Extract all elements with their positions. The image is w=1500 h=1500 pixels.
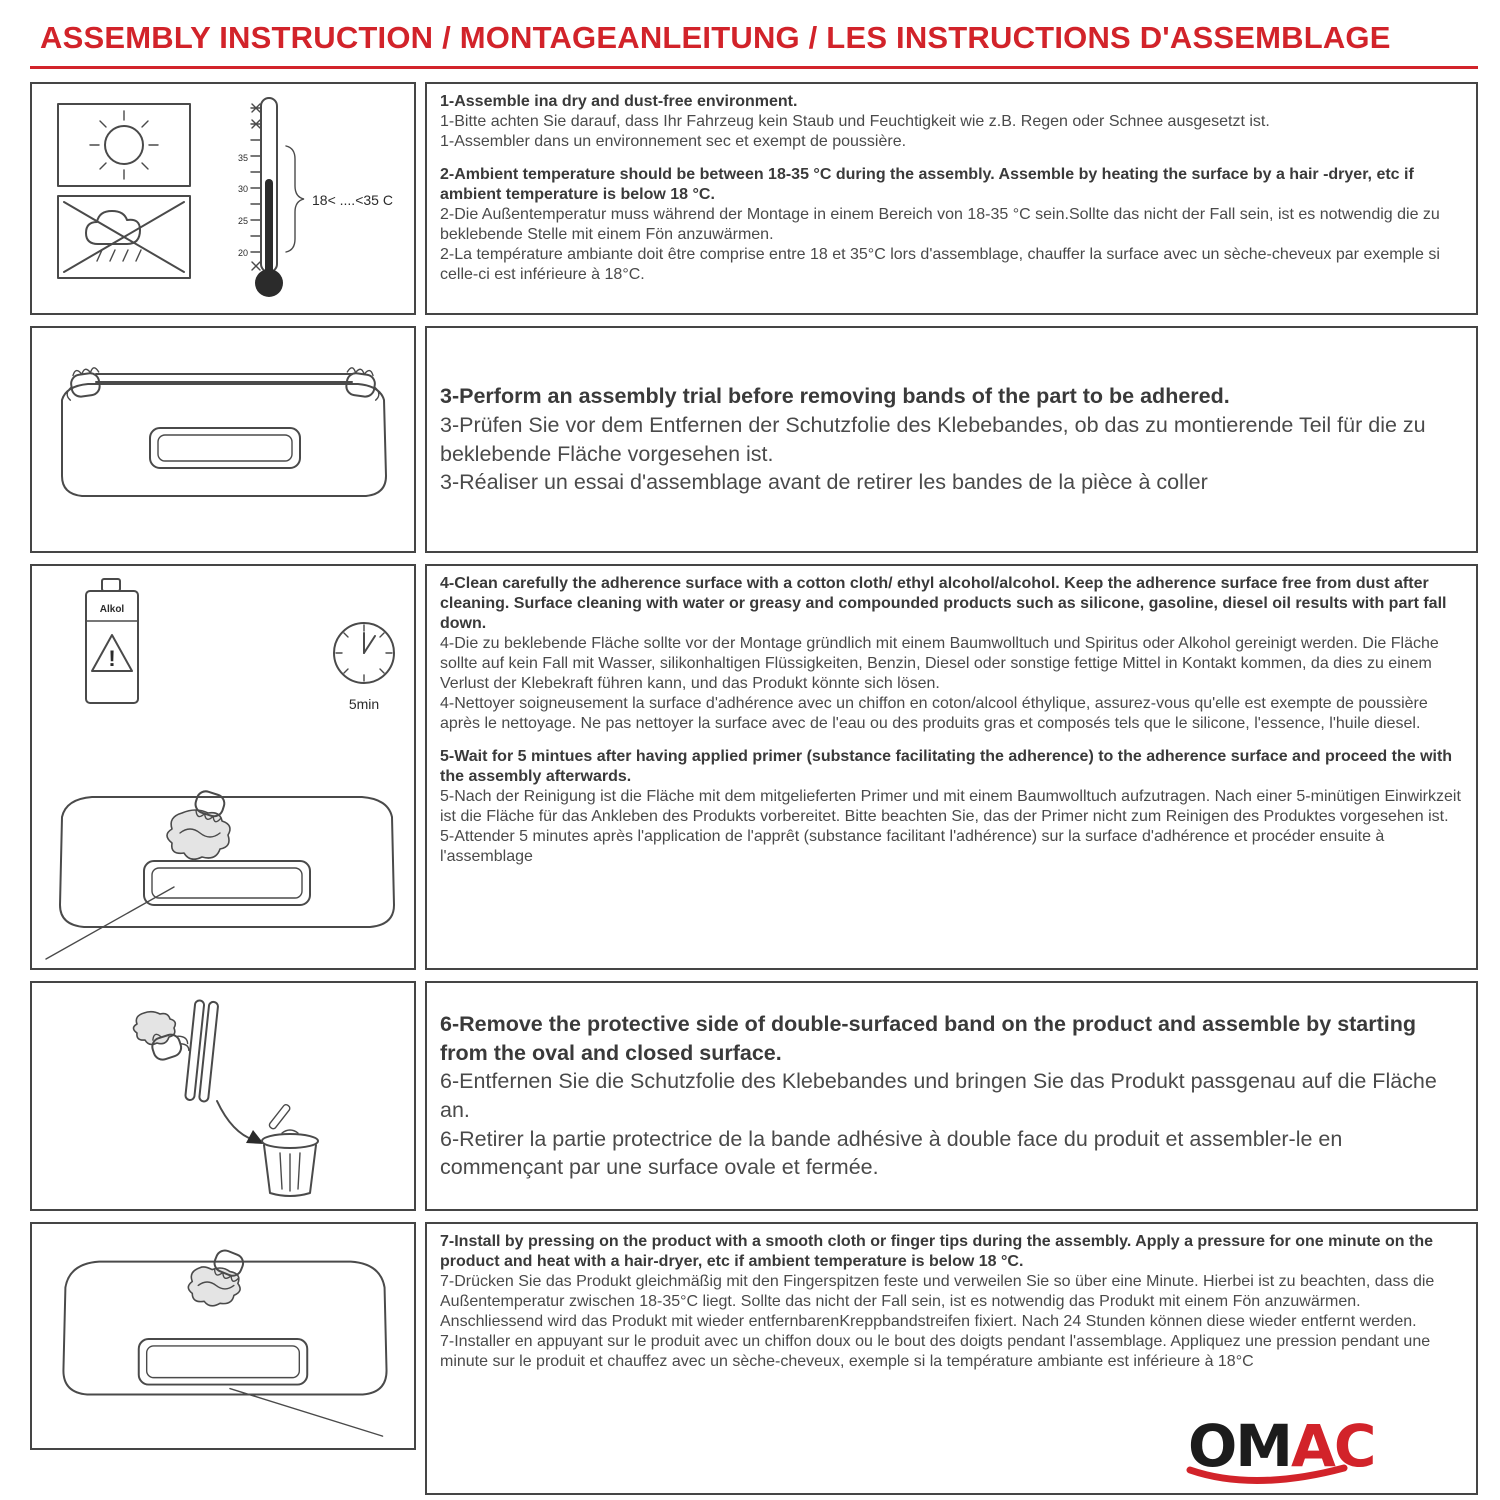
section-row-environment xyxy=(30,82,1478,315)
environment-illustration xyxy=(32,84,414,313)
instruction-text: 7-Installer en appuyant sur le produit avec un chiffon doux ou le bout des doigts pendant l'assemblage. Appliquez une pression pendant une minute sur le produit et chauffez avec un sèche-cheveux, exemple si la température ambiante est inférieure à 18°C xyxy=(440,1333,1431,1370)
instruction-text: 5-Attender 5 minutes après l'application de l'apprêt (substance facilitant l'adhérence) sur la surface d'adhérence et procéder ensuite à l'assemblage xyxy=(440,828,1385,865)
text-pressing xyxy=(425,1222,1478,1495)
tick-label: 30 xyxy=(237,184,248,194)
text-trial xyxy=(425,326,1478,553)
instruction-text: 7-Install by pressing on the product with a smooth cloth or finger tips during the assembly. Apply a pressure for one minute on the product and heat with a hair-dryer, etc if ambient temperature is below 18 °C. xyxy=(440,1233,1433,1270)
text-peeling xyxy=(425,981,1478,1211)
figure-trial xyxy=(30,326,416,553)
instruction-text: 4-Clean carefully the adherence surface with a cotton cloth/ ethyl alcohol/alcohol. Keep the adherence surface free from dust after cleaning. Surface cleaning with water or greasy and compounded products such as silicone, gasoline, diesel oil results with part fall down. xyxy=(440,575,1447,632)
instruction-text: 4-Die zu beklebende Fläche sollte vor der Montage gründlich mit einem Baumwolltuch und Spiritus oder Alkohol gereinigt werden. Die Fläche sollte auf kein Fall mit Wasser, silikonhaltigen Flüssigkeiten, Benzin, Diesel oder sonstige fettige Mittel in Kontakt kommen, da dies zu einem Verlust der Klebekraft führen kann, und das Produkt könnte sich lösen. xyxy=(440,635,1439,692)
pressing-paragraphs xyxy=(440,1232,1462,1372)
figure-peeling xyxy=(30,981,416,1211)
section-row-pressing xyxy=(30,1222,1478,1495)
arrow-icon xyxy=(217,1101,264,1144)
peeling-illustration xyxy=(32,983,414,1209)
svg-text:OMAC xyxy=(1188,1412,1374,1480)
no-rain-icon xyxy=(58,196,190,278)
trial-illustration xyxy=(32,328,414,551)
instruction-text: 2-Die Außentemperatur muss während der Montage in einem Bereich von 18-35 °C sein.Sollte das nicht der Fall sein, ist es notwendig die zu beklebende Stelle mit einem Fön anzuwärmen. xyxy=(440,206,1440,243)
pressing-illustration xyxy=(32,1224,414,1448)
clock-label: 5min xyxy=(348,696,380,712)
trash-can-icon xyxy=(262,1104,318,1196)
instruction-text: 6-Remove the protective side of double-surfaced band on the product and assemble by starting from the oval and closed surface. xyxy=(440,1012,1417,1065)
tick-label: 35 xyxy=(237,153,248,163)
section-row-trial xyxy=(30,326,1478,553)
instruction-text: 1-Assemble ina dry and dust-free environment. xyxy=(440,93,798,110)
instruction-text: 2-Ambient temperature should be between 18-35 °C during the assembly. Assemble by heating the surface by a hair -dryer, etc if ambient temperature is below 18 °C. xyxy=(440,166,1414,203)
logo-text-om: OM xyxy=(1188,1412,1292,1480)
instruction-text: 7-Drücken Sie das Produkt gleichmäßig mit den Fingerspitzen feste und verweilen Sie so über eine Minute. Hierbei ist zu beachten, dass die Außentemperatur zwischen 18-35°C liegt. Sollte das nicht der Fall sein, ist es notwendig das Produkt mit einem Fön anzuwärmen. Anschliessend wird das Produkt mit wieder entfernbarenKreppbandstreifen fixiert. Nach 24 Stunden können diese wieder entfernt werden. xyxy=(440,1273,1435,1330)
instruction-text: 4-Nettoyer soigneusement la surface d'adhérence avec un chiffon en coton/alcool éthylique, assurez-vous qu'elle est exempte de poussière après le nettoyage. Ne pas nettoyer la surface avec de l'eau ou des produits gras et composés tels que le silicone, l'essence, l'huile diesel. xyxy=(440,695,1428,732)
sun-icon xyxy=(58,104,190,186)
car-trim-icon xyxy=(62,384,386,496)
instruction-text: 5-Wait for 5 mintues after having applied primer (substance facilitating the adherence) to the adherence surface and proceed the with the assembly afterwards. xyxy=(440,748,1453,785)
section-row-peeling xyxy=(30,981,1478,1211)
bottle-label: Alkol xyxy=(99,604,125,615)
wiping-hand-icon xyxy=(167,789,230,859)
omac-logo-graphic xyxy=(1184,1410,1464,1486)
instruction-text: 3-Perform an assembly trial before removing bands of the part to be adhered. xyxy=(440,384,1230,409)
instruction-text: 3-Réaliser un essai d'assemblage avant de retirer les bandes de la pièce à coller xyxy=(440,470,1208,495)
section-row-cleaning xyxy=(30,564,1478,970)
title-divider xyxy=(30,66,1478,69)
warning-triangle-icon xyxy=(92,635,132,671)
warning-glyph: ! xyxy=(108,646,116,671)
figure-pressing xyxy=(30,1222,416,1450)
temperature-range-label: 18< ....<35 C xyxy=(312,192,393,208)
instruction-text: 1-Bitte achten Sie darauf, dass Ihr Fahrzeug kein Staub und Feuchtigkeit wie z.B. Regen oder Schnee ausgesetzt ist. xyxy=(440,113,1270,130)
instruction-text: 2-La température ambiante doit être comprise entre 18 et 35°C lors d'assemblage, chauffer la surface avec un sèche-cheveux par exemple si celle-ci est inférieure à 18°C. xyxy=(440,246,1440,283)
figure-environment xyxy=(30,82,416,315)
instruction-text: 1-Assembler dans un environnement sec et exempt de poussière. xyxy=(440,133,907,150)
pressing-hand-icon xyxy=(188,1248,246,1306)
page-title: ASSEMBLY INSTRUCTION / MONTAGEANLEITUNG / LES INSTRUCTIONS D'ASSEMBLAGE xyxy=(40,20,1391,55)
thermometer-icon xyxy=(238,98,393,297)
hand-peeling-band-icon xyxy=(134,1000,219,1102)
alcohol-bottle-icon xyxy=(86,579,138,703)
omac-logo xyxy=(1184,1410,1464,1491)
figure-cleaning xyxy=(30,564,416,970)
tick-label: 25 xyxy=(237,216,248,226)
logo-text-ac: AC xyxy=(1291,1412,1375,1480)
clock-icon xyxy=(334,623,394,712)
text-environment xyxy=(425,82,1478,315)
tick-label: 20 xyxy=(237,248,248,258)
instruction-text: 5-Nach der Reinigung ist die Fläche mit dem mitgelieferten Primer und mit einem Baumwolltuch aufzutragen. Nach einer 5-minütigen Einwirkzeit ist die Fläche für das Ankleben des Produkts vorbereitet. Bitte beachten Sie, das der Primer nicht zum Reinigen des Produktes vorgesehen ist. xyxy=(440,788,1461,825)
text-cleaning xyxy=(425,564,1478,970)
instruction-text: 6-Entfernen Sie die Schutzfolie des Klebebandes und bringen Sie das Produkt passgenau auf die Fläche an. xyxy=(440,1069,1437,1122)
cleaning-illustration xyxy=(32,566,414,968)
instruction-text: 6-Retirer la partie protectrice de la bande adhésive à double face du produit et assembler-le en commençant par une surface ovale et fermée. xyxy=(440,1126,1343,1180)
instruction-text: 3-Prüfen Sie vor dem Entfernen der Schutzfolie des Klebebandes, ob das zu montierende Teil für die zu beklebende Fläche vorgesehen ist. xyxy=(440,412,1426,466)
